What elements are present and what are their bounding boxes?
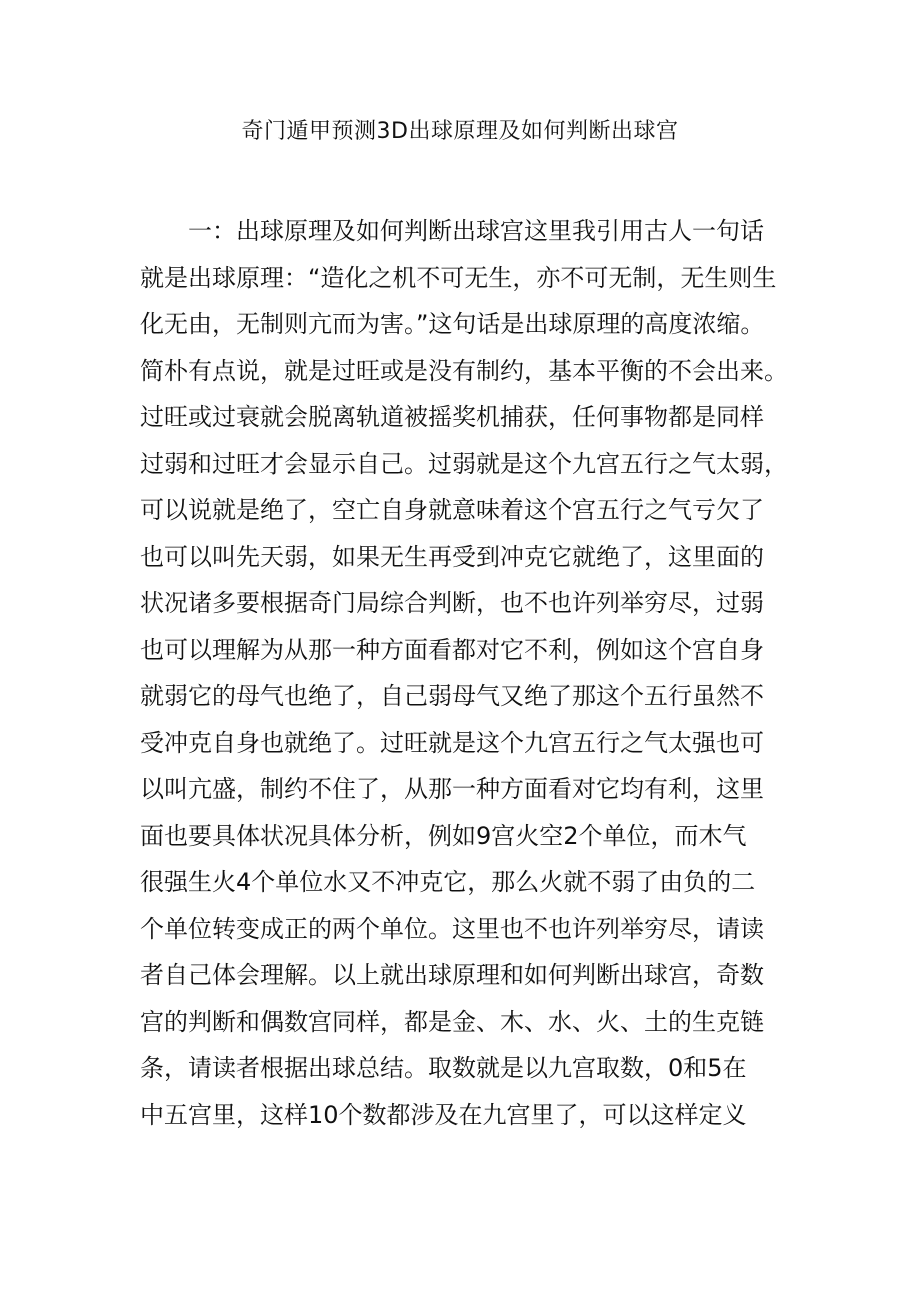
body-line: 就弱它的母气也绝了，自己弱母气又绝了那这个五行虽然不 (140, 682, 764, 710)
body-line: 受冲克自身也就绝了。过旺就是这个九宫五行之气太强也可 (140, 728, 764, 757)
body-line: 中五宫里，这样10个数都涉及在九宫里了，可以这样定义 (140, 1100, 747, 1129)
body-line: 过弱和过旺才会显示自己。过弱就是这个九宫五行之气太弱， (140, 449, 788, 478)
body-line: 也可以理解为从那一种方面看都对它不利，例如这个宫自身 (140, 635, 764, 664)
body-line: 可以说就是绝了，空亡自身就意味着这个宫五行之气亏欠了 (140, 496, 764, 524)
body-line: 宫的判断和偶数宫同样，都是金、木、水、火、土的生克链 (140, 1007, 764, 1036)
body-line: 者自己体会理解。以上就出球原理和如何判断出球宫，奇数 (140, 961, 764, 989)
body-line: 也可以叫先天弱，如果无生再受到冲克它就绝了，这里面的 (140, 542, 764, 571)
body-line: 个单位转变成正的两个单位。这里也不也许列举穷尽，请读 (140, 914, 764, 943)
body-line: 一：出球原理及如何判断出球宫这里我引用古人一句话 (188, 217, 764, 245)
body-line: 以叫亢盛，制约不住了，从那一种方面看对它均有利，这里 (140, 775, 764, 803)
document-body (140, 208, 790, 1138)
body-line: 就是出球原理：“造化之机不可无生，亦不可无制，无生则生 (140, 263, 777, 292)
body-line: 状况诸多要根据奇门局综合判断，也不也许列举穷尽，过弱 (140, 589, 764, 617)
body-line: 简朴有点说，就是过旺或是没有制约，基本平衡的不会出来。 (140, 356, 788, 385)
body-line: 很强生火4个单位水又不冲克它，那么火就不弱了由负的二 (140, 868, 756, 896)
document-title: 奇门遁甲预测3D出球原理及如何判断出球宫 (241, 119, 679, 144)
body-line: 面也要具体状况具体分析，例如9宫火空2个单位，而木气 (140, 821, 747, 850)
body-line: 过旺或过衰就会脱离轨道被摇奖机捕获，任何事物都是同样 (140, 403, 764, 431)
body-line: 化无由，无制则亢而为害。”这句话是出球原理的高度浓缩。 (140, 310, 765, 338)
body-line: 条，请读者根据出球总结。取数就是以九宫取数，0和5在 (140, 1054, 747, 1082)
